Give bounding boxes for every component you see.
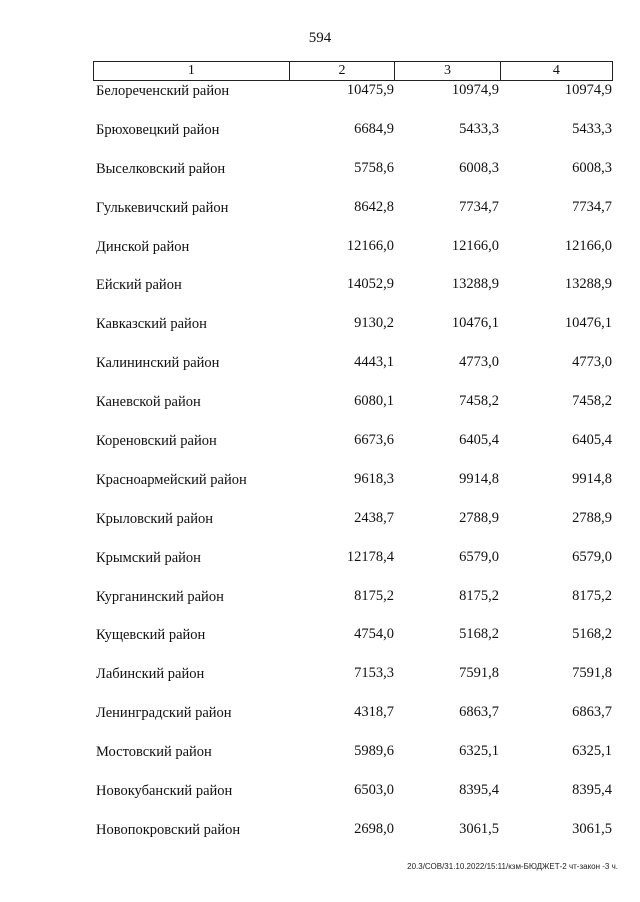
table-row: [0, 236, 640, 275]
value-col-4: 3061,5: [572, 820, 612, 837]
value-col-3: 3061,5: [459, 820, 499, 837]
value-col-3: 13288,9: [451, 276, 499, 293]
value-col-4: 13288,9: [564, 276, 612, 293]
value-col-2: 6080,1: [354, 393, 394, 410]
value-col-4: 8395,4: [572, 782, 612, 799]
value-col-2: 2698,0: [354, 820, 394, 837]
value-col-4: 6008,3: [572, 159, 612, 176]
district-name: Красноармейский район: [96, 471, 247, 488]
value-col-4: 2788,9: [572, 509, 612, 526]
value-col-2: 14052,9: [346, 276, 394, 293]
value-col-4: 7591,8: [572, 665, 612, 682]
value-col-2: 5758,6: [354, 159, 394, 176]
table-row: [0, 197, 640, 236]
value-col-2: 10475,9: [346, 82, 394, 98]
table-row: [0, 430, 640, 469]
header-cell-2: 2: [290, 62, 395, 80]
district-name: Ейский район: [96, 277, 182, 294]
value-col-2: 9618,3: [354, 470, 394, 487]
value-col-3: 5433,3: [459, 120, 499, 137]
table-row: [0, 119, 640, 158]
table-row: [0, 391, 640, 430]
table-row: [0, 819, 640, 858]
table-header: [93, 61, 613, 81]
table-row: [0, 469, 640, 508]
table-row: [0, 508, 640, 547]
district-name: Гулькевичский район: [96, 199, 229, 216]
table-row: [0, 702, 640, 741]
value-col-3: 6008,3: [459, 159, 499, 176]
table-row: [0, 663, 640, 702]
value-col-2: 4443,1: [354, 354, 394, 371]
district-name: Крымский район: [96, 549, 201, 566]
value-col-2: 6684,9: [354, 120, 394, 137]
district-name: Лабинский район: [96, 666, 205, 683]
value-col-2: 5989,6: [354, 743, 394, 760]
value-col-2: 4318,7: [354, 704, 394, 721]
value-col-3: 5168,2: [459, 626, 499, 643]
district-name: Курганинский район: [96, 588, 224, 605]
table-row: [0, 547, 640, 586]
value-col-2: 8642,8: [354, 198, 394, 215]
district-name: Ленинградский район: [96, 705, 232, 722]
value-col-4: 9914,8: [572, 470, 612, 487]
value-col-4: 6405,4: [572, 432, 612, 449]
table-body: [0, 80, 640, 858]
table-row: [0, 624, 640, 663]
header-cell-3: 3: [395, 62, 500, 80]
value-col-2: 6673,6: [354, 432, 394, 449]
header-cell-1: 1: [94, 62, 290, 80]
value-col-2: 12178,4: [346, 548, 394, 565]
page-number: 594: [308, 30, 332, 46]
value-col-4: 6579,0: [572, 548, 612, 565]
value-col-4: 7734,7: [572, 198, 612, 215]
header-cell-4: 4: [552, 63, 560, 78]
value-col-4: 4773,0: [572, 354, 612, 371]
district-name: Каневской район: [96, 394, 201, 411]
value-col-3: 8395,4: [459, 782, 499, 799]
district-name: Новокубанский район: [96, 783, 233, 800]
value-col-3: 6579,0: [459, 548, 499, 565]
value-col-3: 2788,9: [459, 509, 499, 526]
value-col-2: 9130,2: [354, 315, 394, 332]
value-col-4: 5433,3: [572, 120, 612, 137]
district-name: Выселковский район: [96, 160, 226, 177]
value-col-2: 4754,0: [354, 626, 394, 643]
value-col-2: 6503,0: [354, 782, 394, 799]
value-col-2: 7153,3: [354, 665, 394, 682]
district-name: Кореновский район: [96, 433, 217, 450]
value-col-4: 12166,0: [564, 237, 612, 254]
table-row: [0, 352, 640, 391]
table-row: [0, 158, 640, 197]
value-col-2: 8175,2: [354, 587, 394, 604]
table-row: [0, 780, 640, 819]
value-col-3: 4773,0: [459, 354, 499, 371]
table-row: [0, 586, 640, 625]
district-name: Калининский район: [96, 355, 220, 372]
value-col-4: 6325,1: [572, 743, 612, 760]
value-col-3: 8175,2: [459, 587, 499, 604]
value-col-2: 2438,7: [354, 509, 394, 526]
value-col-4: 10974,9: [564, 82, 612, 98]
value-col-3: 10476,1: [451, 315, 499, 332]
district-name: Новопокровский район: [96, 821, 241, 838]
table-row: [0, 741, 640, 780]
district-name: Динской район: [96, 238, 190, 255]
value-col-3: 12166,0: [451, 237, 499, 254]
table-row: [0, 313, 640, 352]
value-col-4: 5168,2: [572, 626, 612, 643]
value-col-3: 9914,8: [459, 470, 499, 487]
value-col-3: 6325,1: [459, 743, 499, 760]
value-col-3: 10974,9: [451, 82, 499, 98]
value-col-4: 6863,7: [572, 704, 612, 721]
value-col-4: 10476,1: [564, 315, 612, 332]
value-col-4: 7458,2: [572, 393, 612, 410]
district-name: Кавказский район: [96, 316, 207, 333]
table-row: [0, 80, 640, 119]
footer-stamp: 20.3/СОВ/31.10.2022/15:11/кзм-БЮДЖЕТ-2 чт-закон -3 ч.: [407, 862, 618, 871]
district-name: Брюховецкий район: [96, 121, 220, 138]
value-col-2: 12166,0: [346, 237, 394, 254]
table-row: [0, 274, 640, 313]
district-name: Кущевский район: [96, 627, 206, 644]
value-col-3: 6863,7: [459, 704, 499, 721]
district-name: Белореченский район: [96, 83, 230, 99]
district-name: Крыловский район: [96, 510, 213, 527]
value-col-3: 7458,2: [459, 393, 499, 410]
value-col-3: 7734,7: [459, 198, 499, 215]
district-name: Мостовский район: [96, 744, 212, 761]
value-col-3: 6405,4: [459, 432, 499, 449]
value-col-4: 8175,2: [572, 587, 612, 604]
value-col-3: 7591,8: [459, 665, 499, 682]
